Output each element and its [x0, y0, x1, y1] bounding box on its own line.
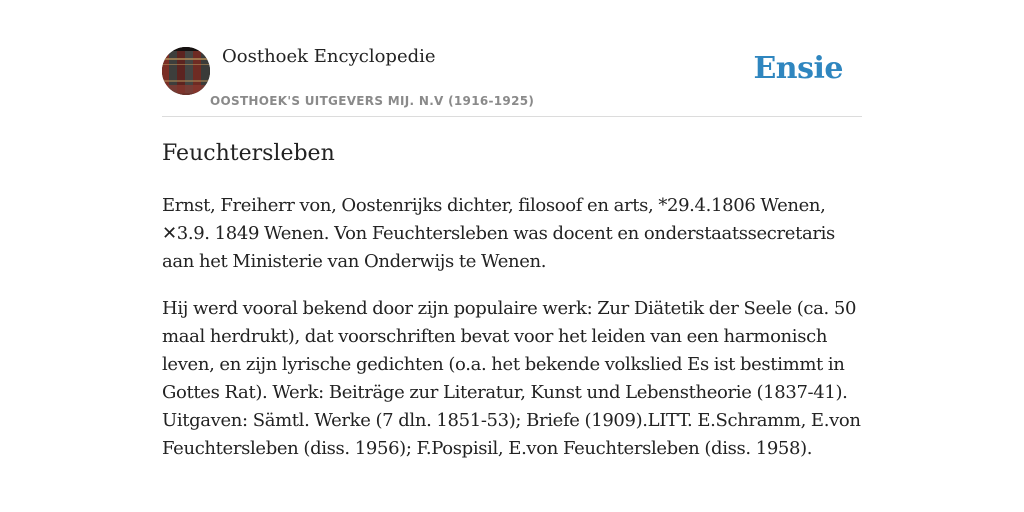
- publisher-subtitle: OOSTHOEK'S UITGEVERS MIJ. N.V (1916-1925): [210, 94, 535, 108]
- site-header: [162, 0, 862, 117]
- page-title: Feuchtersleben: [162, 141, 335, 166]
- site-title[interactable]: Oosthoek Encyclopedie: [222, 46, 436, 67]
- entry-paragraph: Ernst, Freiherr von, Oostenrijks dichter, filosoof en arts, *29.4.1806 Wenen, ✕3.9. 1849 Wenen. Von Feuchtersleben was docent en onderstaatssecretaris aan het Ministerie van Onderwijs te Wenen.: [162, 195, 835, 272]
- entry-paragraph: Hij werd vooral bekend door zijn populaire werk: Zur Diätetik der Seele (ca. 50 maal herdrukt), dat voorschriften bevat voor het leiden van een harmonisch leven, en zijn lyrische gedichten (o.a. het bekende volkslied Es ist bestimmt in Gottes Rat). Werk: Beiträge zur Literatur, Kunst und Lebenstheorie (1837-41). Uitgaven: Sämtl. Werke (7 dln. 1851-53); Briefe (1909).LITT. E.Schramm, E.von Feuchtersleben (diss. 1956); F.Pospisil, E.von Feuchtersleben (diss. 1958).: [162, 298, 861, 459]
- books-icon[interactable]: [162, 47, 210, 95]
- brand-logo[interactable]: Ensie: [753, 51, 843, 86]
- entry-card: [162, 0, 862, 459]
